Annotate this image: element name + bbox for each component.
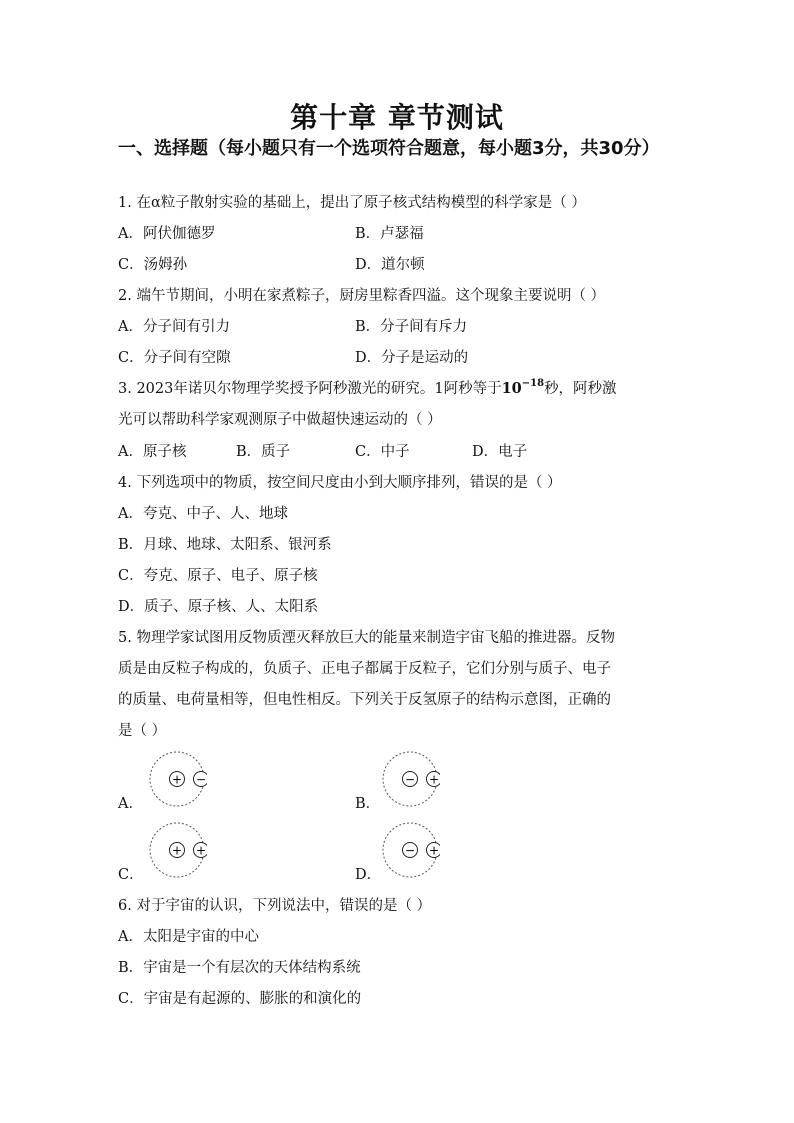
question-1-stem: 1. 在α粒子散射实验的基础上，提出了原子核式结构模型的科学家是（ ）: [118, 195, 586, 211]
question-6-stem: 6. 对于宇宙的认识，下列说法中，错误的是（ ）: [118, 898, 432, 914]
atom-diagram-d: [380, 820, 440, 880]
question-4-option-d: D．质子、原子核、人、太阳系: [118, 599, 319, 615]
question-6-option-b: B．宇宙是一个有层次的天体结构系统: [118, 960, 361, 976]
question-3-power-base: 10: [501, 380, 522, 397]
question-5-stem-line4: 是（ ）: [118, 723, 167, 739]
atom-a-electron-sign: −: [195, 772, 207, 787]
page-title: 第十章 章节测试: [290, 101, 504, 134]
question-4-option-b: B．月球、地球、太阳系、银河系: [118, 537, 332, 553]
question-5-stem-line2: 质是由反粒子构成的，负质子、正电子都属于反粒子，它们分别与质子、电子: [118, 661, 611, 677]
atom-b-electron-sign: +: [428, 772, 440, 787]
question-2-option-a: A．分子间有引力: [118, 319, 230, 335]
question-2-stem: 2. 端午节期间，小明在家煮粽子，厨房里粽香四溢。这个现象主要说明（ ）: [118, 288, 606, 304]
question-3-option-c: C．中子: [355, 444, 410, 460]
question-6-option-a: A．太阳是宇宙的中心: [118, 929, 259, 945]
question-2-option-b: B．分子间有斥力: [355, 319, 468, 335]
atom-a-nucleus-sign: +: [171, 772, 183, 787]
atom-d-electron-sign: +: [428, 843, 440, 858]
question-6-option-c: C．宇宙是有起源的、膨胀的和演化的: [118, 991, 362, 1007]
question-1-option-d: D．道尔顿: [355, 257, 425, 273]
question-5-option-d: D．: [355, 867, 382, 883]
atom-diagram-b: [380, 749, 440, 809]
question-5-stem-line3: 的质量、电荷量相等，但电性相反。下列关于反氢原子的结构示意图，正确的: [118, 692, 611, 708]
question-1-option-a: A．阿伏伽德罗: [118, 226, 216, 242]
question-1-option-c: C．汤姆孙: [118, 257, 188, 273]
question-3-option-d: D．电子: [472, 444, 528, 460]
question-1-option-b: B．卢瑟福: [355, 226, 424, 242]
atom-diagram-c: [147, 820, 207, 880]
question-5-option-b: B．: [355, 796, 381, 812]
question-2-option-d: D．分子是运动的: [355, 350, 469, 366]
question-5-option-a: A．: [118, 796, 143, 812]
question-5-option-c: C．: [118, 867, 144, 883]
section-heading: 一、选择题（每小题只有一个选项符合题意，每小题3分，共30分）: [118, 138, 660, 159]
question-5-stem-line1: 5. 物理学家试图用反物质湮灭释放巨大的能量来制造宇宙飞船的推进器。反物: [118, 630, 615, 646]
question-2-option-c: C．分子间有空隙: [118, 350, 231, 366]
atom-c-nucleus-sign: +: [171, 843, 183, 858]
question-3-stem-line2: 光可以帮助科学家观测原子中做超快速运动的（ ）: [118, 412, 442, 428]
atom-d-nucleus-sign: −: [404, 843, 416, 858]
atom-c-electron-sign: +: [195, 843, 207, 858]
question-3-stem-part2: 秒，阿秒激: [544, 381, 617, 397]
atom-b-nucleus-sign: −: [404, 772, 416, 787]
question-4-stem: 4. 下列选项中的物质，按空间尺度由小到大顺序排列，错误的是（ ）: [118, 475, 562, 491]
question-4-option-a: A．夸克、中子、人、地球: [118, 506, 288, 522]
atom-diagram-a: [147, 749, 207, 809]
question-3-option-a: A．原子核: [118, 444, 187, 460]
question-3-stem-part1: 3. 2023年诺贝尔物理学奖授予阿秒激光的研究。1阿秒等于: [118, 381, 502, 397]
question-3-stem: [118, 377, 617, 398]
question-3-option-b: B．质子: [236, 444, 291, 460]
question-4-option-c: C．夸克、原子、电子、原子核: [118, 568, 318, 584]
question-3-power-exponent: −18: [521, 378, 545, 389]
